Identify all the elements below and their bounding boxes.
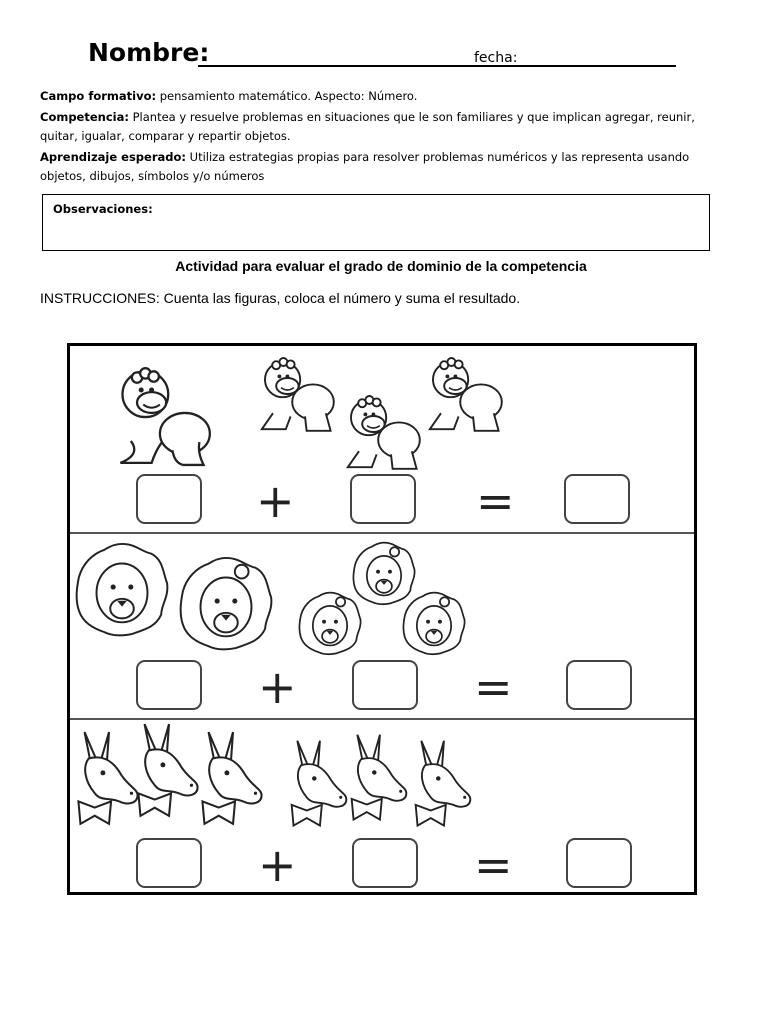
sum-box[interactable] xyxy=(566,838,632,888)
plus-sign: + xyxy=(258,660,297,714)
instructions: INSTRUCCIONES: Cuenta las figuras, coloca el número y suma el resultado. xyxy=(40,290,521,306)
equals-sign: = xyxy=(474,838,513,892)
exercise-row-2 xyxy=(70,534,694,718)
count-box-left[interactable] xyxy=(136,660,202,710)
monkey-icon xyxy=(342,392,424,472)
donkey-icon xyxy=(196,730,268,832)
count-box-right[interactable] xyxy=(352,660,418,710)
campo-formativo: Campo formativo: pensamiento matemático. Aspecto: Número. xyxy=(40,89,418,103)
monkey-icon xyxy=(110,360,214,470)
monkey-icon xyxy=(424,354,506,434)
name-label: Nombre: xyxy=(88,38,210,67)
counting-worksheet xyxy=(67,343,697,895)
count-box-left[interactable] xyxy=(136,838,202,888)
observations-box[interactable] xyxy=(42,194,710,251)
observations-label: Observaciones: xyxy=(53,202,153,216)
activity-title: Actividad para evaluar el grado de dominio de la competencia xyxy=(175,258,587,274)
competencia: Competencia: Plantea y resuelve problemas en situaciones que le son familiares y que implican agregar, reunir, quitar, igualar, comparar y repartir objetos. xyxy=(40,109,695,143)
lion-icon xyxy=(296,590,364,656)
sum-box[interactable] xyxy=(564,474,630,524)
plus-sign: + xyxy=(256,474,295,528)
lion-icon xyxy=(72,540,172,638)
equals-sign: = xyxy=(476,474,515,528)
monkey-icon xyxy=(256,354,338,434)
header xyxy=(88,38,688,74)
lion-icon xyxy=(176,554,276,652)
equals-sign: = xyxy=(474,660,513,714)
date-field[interactable] xyxy=(522,65,676,67)
count-box-left[interactable] xyxy=(136,474,202,524)
donkey-icon xyxy=(410,738,476,834)
count-box-right[interactable] xyxy=(350,474,416,524)
sum-box[interactable] xyxy=(566,660,632,710)
aprendizaje-esperado: Aprendizaje esperado: Utiliza estrategias propias para resolver problemas numéricos y las representa usando objetos, dibujos, símbolos y/o números xyxy=(40,149,690,183)
plus-sign: + xyxy=(258,838,297,892)
exercise-row-3 xyxy=(70,720,694,892)
date-label: fecha: xyxy=(474,50,518,66)
curriculum-info xyxy=(40,87,730,188)
exercise-row-1 xyxy=(70,346,694,532)
donkey-icon xyxy=(346,732,412,828)
donkey-icon xyxy=(286,738,352,834)
count-box-right[interactable] xyxy=(352,838,418,888)
lion-icon xyxy=(400,590,468,656)
donkey-icon xyxy=(132,722,204,824)
